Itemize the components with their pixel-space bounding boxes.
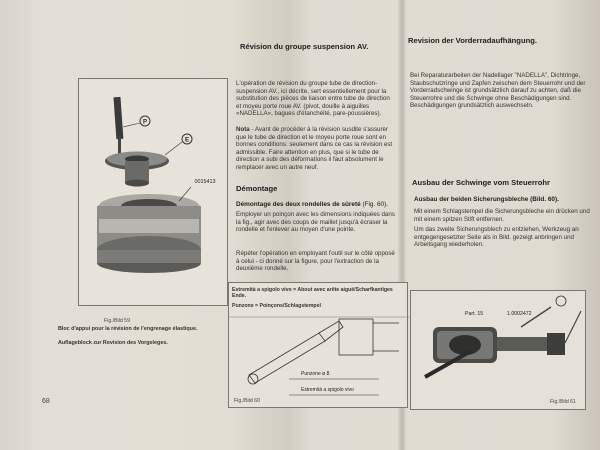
french-subsection-title: Démontage des deux rondelles de sûreté: [236, 201, 361, 208]
french-intro: L'opération de révision du groupe tube de direction-suspension AV., ici décrite, sert essentiellement pour la substitution des pièces de liaison entre tube de direction et moyeu porte roue AV. (pivot, douille à aiguilles «NADELLA», bagues d'étanchéité, pare-poussières).: [236, 80, 390, 118]
support-block: [97, 194, 201, 273]
figure-61-caption: Fig./Bild 61: [550, 399, 576, 405]
french-title: Révision du groupe suspension AV.: [240, 42, 369, 51]
label-partnum: 1.0002472: [507, 311, 532, 317]
french-subsection-ref: (Fig. 60).: [362, 201, 389, 208]
part-number-0015413: 0015413: [194, 179, 216, 185]
french-body2: Répéter l'opération en employant l'outil sur le côté opposé à celui - ci donné sur la figure, pour l'extraction de la deuxième rondelle.: [236, 250, 395, 273]
french-body1: Employer un poinçon avec les dimensions indiquées dans la fig., agir avec des coups de maillet jusqu'à écraser la rondelle et l'enlever au moyen d'une pointe.: [236, 211, 395, 234]
french-note-label: Nota: [236, 126, 250, 133]
figure-60-legend1: Estremità a spigolo vivo = About avec arête aiguë/Scharfkantiges Ende.: [232, 287, 393, 300]
figure-59-drawing: [79, 79, 229, 307]
figure-60-legend2: Punzone = Poinçons/Schlagstempel: [232, 303, 321, 309]
french-note: [236, 126, 396, 172]
figure-59-caption-de: Auflageblock zur Revision des Vorgeleges.: [58, 340, 168, 346]
french-note-text: - Avant de procéder à la révision susdite s'assurer que le tube de direction et le moyeu porte roue sont en bonnes conditions: seulement dans ce cas la révision est admissible. Faire attention en plus, que si le tube de direction a subi des déformations il faut absolument le remplacer avec un autre neuf.: [236, 126, 393, 171]
page-number: 68: [42, 398, 50, 405]
label-part15: Part. 15: [465, 311, 484, 317]
figure-59-caption: Fig./Bild 59: [104, 318, 130, 324]
figure-61-drawing: [411, 291, 587, 411]
french-subsection: [236, 201, 388, 208]
label-e: E: [184, 137, 190, 144]
figure-60-drawing: [229, 283, 409, 409]
label-p: P: [142, 119, 148, 126]
figure-59-caption-fr: Bloc d'appui pour la révision de l'engrenage élastique.: [58, 326, 198, 332]
german-intro: Bei Reparaturarbeiten der Nadellager "NADELLA", Dichtringe, Staubschutzringe und Zapfen zwischen dem Steuerrohr und der Vorderradschwinge ist grundsätzlich darauf zu achten, daß die Steuerrohre und die Schwinge ohne Beschädigungen sind. Beschädigungen grundsätzlich auswechseln.: [410, 72, 586, 110]
german-section: Ausbau der Schwinge vom Steuerrohr: [412, 178, 550, 187]
german-body2: Um das zweite Sicherungsblech zu entziehen, Werkzeug an entgegengesetzter Seite als in Bild. gezeigt anbringen und Arbeitsgang wiederholen.: [414, 226, 579, 249]
german-subsection: Ausbau der beiden Sicherungsbleche (Bild. 60).: [414, 196, 559, 203]
figure-59-frame: [78, 78, 228, 306]
french-section-demontage: Démontage: [236, 184, 278, 193]
figure-60-caption: Fig./Bild 60: [234, 398, 260, 404]
german-title: Revision der Vorderradaufhängung.: [408, 36, 537, 45]
steering-tube-assembly: [425, 307, 581, 377]
german-body1: Mit einem Schlagstempel die Sicherungsbleche ein drücken und mit einem spitzen Stift entfernen.: [414, 208, 590, 223]
figure-61-frame: [410, 290, 586, 410]
label-punzone: Punzone ø 8: [301, 371, 330, 377]
label-estremita: Estremità a spigolo vivo: [301, 387, 354, 393]
figure-60-frame: [228, 282, 408, 408]
punch-tool-drawing: [248, 319, 399, 395]
